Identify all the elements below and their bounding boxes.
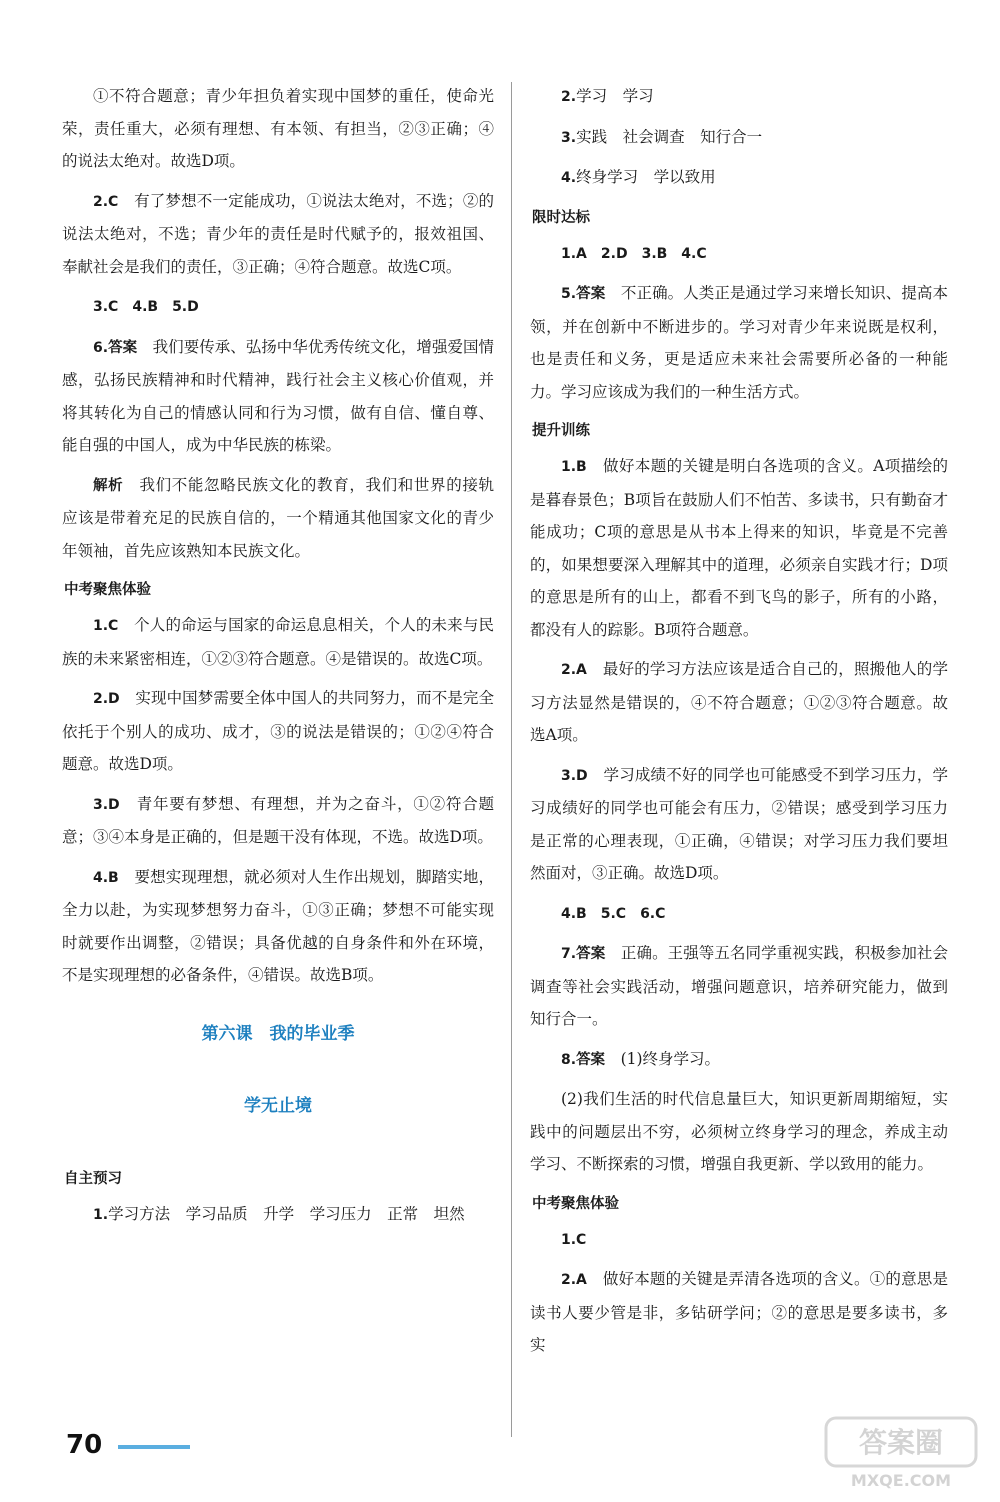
answer-item — [530, 759, 948, 890]
answer-item — [530, 937, 948, 1036]
item-number: 3.C 4.B 5.D — [93, 299, 199, 315]
item-text: 有了梦想不一定能成功，①说法太绝对，不选；②的说法太绝对，不选；青少年的责任是时代赋予的，报效祖国、奉献社会是我们的责任，③正确；④符合题意。故选C项。 — [62, 191, 494, 276]
answer-item — [62, 185, 494, 284]
item-number: 3. — [561, 129, 577, 146]
answer-item — [62, 609, 494, 675]
item-number: 1.C — [561, 1231, 587, 1248]
right-column — [530, 80, 948, 1362]
page-number: 70 — [66, 1430, 103, 1460]
item-number: 2. — [561, 89, 577, 105]
section-heading: 自主预习 — [64, 1170, 122, 1187]
item-text: 青年要有梦想、有理想，并为之奋斗，①②符合题意；③④本身是正确的，但是题干没有体现，不选。故选D项。 — [62, 794, 494, 846]
item-text: 做好本题的关键是弄清各选项的含义。①的意思是读书人要少管是非，多钻研学问；②的意思是要多读书，多实 — [530, 1270, 948, 1354]
item-text: 学习 学习 — [576, 87, 654, 105]
answer-item — [530, 80, 948, 114]
watermark-logo — [822, 1412, 982, 1492]
lesson-subtitle: 学无止境 — [244, 1095, 312, 1116]
section-heading: 中考聚焦体验 — [532, 1195, 619, 1212]
answer-item — [530, 1263, 948, 1362]
analysis-item — [62, 469, 494, 568]
item-number: 2.D — [93, 691, 120, 707]
item-text: 我们要传承、弘扬中华优秀传统文化，增强爱国情感，弘扬民族精神和时代精神，践行社会主义核心价值观，并将其转化为自己的情感认同和行为习惯，做有自信、懂自尊、能自强的中国人，成为中华民族的栋梁。 — [62, 337, 494, 454]
answer-keyword: 答案 — [576, 1051, 606, 1068]
watermark-url: MXQE.COM — [850, 1471, 952, 1490]
section-heading: 中考聚焦体验 — [64, 582, 151, 598]
answer-item — [62, 788, 494, 854]
item-text: 做好本题的关键是明白各选项的含义。A项描绘的是暮春景色；B项旨在鼓励人们不怕苦、多读书，只有勤奋才能成功；C项的意思是从书本上得来的知识，毕竟是不完善的，如果想要深入理解其中的道理，必须亲自实践才行；D项的意思是所有的山上，都看不到飞鸟的影子，所有的小路，都没有人的踪影。B项符合题意。 — [530, 457, 948, 639]
answer-item — [530, 450, 948, 646]
answer-keyword: 答案 — [576, 286, 606, 302]
answer-list — [62, 290, 494, 324]
item-text: 学习成绩不好的同学也可能感受不到学习压力，学习成绩好的同学也可能会有压力，②错误；感受到学习压力是正常的心理表现，①正确，④错误；对学习压力我们要坦然面对，③正确。故选D项。 — [530, 765, 948, 882]
item-text: 实现中国梦需要全体中国人的共同努力，而不是完全依托于个别人的成功、成才，③的说法是错误的；①②④符合题意。故选D项。 — [62, 689, 494, 773]
item-text: 正确。王强等五名同学重视实践，积极参加社会调查等社会实践活动，增强问题意识，培养研究能力，做到知行合一。 — [530, 944, 948, 1028]
item-text: (1)终身学习。 — [620, 1049, 721, 1068]
item-number: 3.D — [93, 796, 120, 813]
item-text: 最好的学习方法应该是适合自己的，照搬他人的学习方法显然是错误的，④不符合题意；①②③符合题意。故选A项。 — [530, 660, 948, 744]
item-number: 2.C — [93, 193, 119, 210]
analysis-keyword: 解析 — [93, 477, 124, 494]
answer-list — [530, 1223, 948, 1257]
item-number: 1.B — [561, 459, 587, 475]
item-text: 要想实现理想，就必须对人生作出规划，脚踏实地，全力以赴，为实现梦想努力奋斗，①③正确；梦想不可能实现时就要作出调整，②错误；具备优越的自身条件和外在环境，不是实现理想的必备条件，④错误。故选B项。 — [62, 867, 494, 984]
item-text: 实践 社会调查 知行合一 — [576, 127, 763, 146]
item-number: 8. — [561, 1051, 577, 1068]
item-number: 2.A — [561, 662, 587, 678]
item-text: 终身学习 学以致用 — [576, 168, 716, 186]
answer-item — [62, 1198, 494, 1232]
answer-list — [530, 897, 948, 931]
answer-item — [530, 277, 948, 408]
section-heading: 提升训练 — [532, 423, 590, 439]
answer-item — [62, 682, 494, 781]
answer-item — [62, 331, 494, 462]
item-number: 6. — [93, 339, 109, 356]
item-number: 4. — [561, 170, 577, 186]
item-number: 1.A 2.D 3.B 4.C — [561, 245, 707, 262]
item-number: 1. — [93, 1206, 109, 1223]
left-column — [62, 80, 494, 1231]
item-text: 个人的命运与国家的命运息息相关，个人的未来与民族的未来紧密相连，①②③符合题意。④是错误的。故选C项。 — [62, 616, 494, 668]
page-number-bar — [118, 1445, 190, 1449]
answer-item — [530, 121, 948, 155]
paragraph: ①不符合题意；青少年担负着实现中国梦的重任，使命光荣，责任重大，必须有理想、有本领、有担当，②③正确；④的说法太绝对。故选D项。 — [62, 87, 494, 170]
item-text: 不正确。人类正是通过学习来增长知识、提高本领，并在创新中不断进步的。学习对青少年来说既是权利，也是责任和义务，更是适应未来社会需要所必备的一种能力。学习应该成为我们的一种生活方式。 — [530, 284, 948, 401]
section-heading: 限时达标 — [532, 209, 590, 226]
answer-list — [530, 237, 948, 271]
item-number: 4.B 5.C 6.C — [561, 905, 666, 922]
paragraph: (2)我们生活的时代信息量巨大，知识更新周期缩短，实践中的问题层出不穷，必须树立终身学习的理念，养成主动学习、不断探索的习惯，增强自我更新、学以致用的能力。 — [530, 1090, 948, 1173]
answer-item — [530, 1043, 948, 1077]
column-divider — [511, 82, 512, 1437]
item-number: 7. — [561, 946, 577, 962]
answer-item — [62, 861, 494, 992]
item-number: 5. — [561, 286, 577, 302]
item-number: 3.D — [561, 767, 588, 784]
lesson-title: 第六课 我的毕业季 — [201, 1023, 355, 1044]
item-number: 2.A — [561, 1272, 587, 1288]
answer-keyword: 答案 — [108, 339, 138, 356]
answer-item — [530, 653, 948, 752]
item-number: 1.C — [93, 618, 119, 634]
watermark-text: 答案圈 — [858, 1426, 944, 1459]
item-text: 我们不能忽略民族文化的教育，我们和世界的接轨应该是带着充足的民族自信的，一个精通其他国家文化的青少年领袖，首先应该熟知本民族文化。 — [62, 475, 494, 560]
item-number: 4.B — [93, 869, 119, 886]
answer-item — [530, 161, 948, 195]
answer-keyword: 答案 — [576, 946, 606, 962]
item-text: 学习方法 学习品质 升学 学习压力 正常 坦然 — [108, 1204, 465, 1223]
